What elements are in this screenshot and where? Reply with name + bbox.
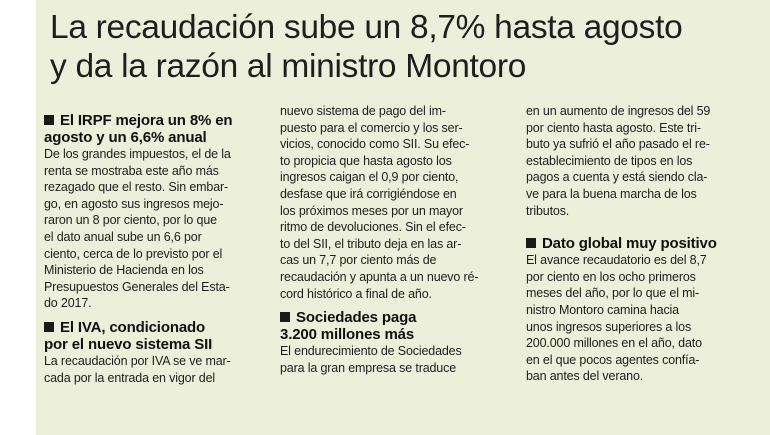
body-line: buto ya sufrió el año pasado el re- (526, 137, 710, 152)
body-line: en un aumento de ingresos del 59 (526, 104, 711, 118)
column-2 (280, 103, 505, 376)
body-line: La recaudación por IVA se ve mar- (44, 353, 231, 368)
body-line: puesto para el comercio y los ser- (280, 120, 463, 135)
headline-line: y da la razón al ministro Montoro (50, 48, 527, 85)
body-line: Presupuestos Generales del Esta- (44, 279, 230, 294)
body-line: en el que pocos agentes confía- (526, 352, 700, 367)
body-line: Ministerio de Hacienda en los (44, 263, 204, 278)
subheading-text: El IRPF mejora un 8% en (60, 112, 233, 129)
headline (50, 8, 762, 86)
body-line: El avance recaudatorio es del 8,7 (526, 253, 707, 268)
subheading-text: El IVA, condicionado (60, 318, 206, 336)
subheading-iva-line2: por el nuevo sistema SII (44, 335, 213, 353)
square-bullet-icon (526, 238, 536, 248)
body-line: nuevo sistema de pago del im- (280, 104, 446, 118)
body-line: El endurecimiento de Sociedades (280, 344, 462, 359)
body-line: to del SII, el tributo deja en las ar- (280, 236, 462, 251)
body-line: unos ingresos superiores a los (526, 319, 692, 334)
body-line: ritmo de devoluciones. Sin el efec- (280, 220, 466, 235)
body-line: tributos. (526, 203, 570, 218)
body-line: ingresos caigan el 0,9 por ciento, (280, 170, 459, 185)
body-line: nistro Montoro camina hacia (526, 302, 679, 317)
body-line: go, en agosto sus ingresos mejo- (44, 196, 224, 211)
subheading-text: Sociedades paga (296, 309, 417, 327)
body-line: rezagado que el resto. Sin embar- (44, 180, 229, 195)
subheading-irpf (44, 112, 269, 129)
body-line: los próximos meses por un mayor (280, 203, 463, 218)
body-line: recaudación y apunta a un nuevo ré- (280, 269, 479, 284)
body-line: ciento, cerca de lo previsto por el (44, 246, 223, 261)
body-line: cada por la entrada en vigor del (44, 370, 216, 385)
column-3 (526, 103, 751, 385)
body-line: para la gran empresa se traduce (280, 360, 457, 375)
subheading-sociedades (280, 309, 505, 326)
body-line: 200.000 millones en el año, dato (526, 336, 702, 351)
body-line: ve para la buena marcha de los (526, 186, 697, 201)
body-line: por ciento hasta agosto. Este tri- (526, 120, 701, 135)
square-bullet-icon (44, 115, 54, 125)
headline-line: La recaudación sube un 8,7% hasta agosto (50, 9, 683, 46)
body-line: desfase que irá corrigiéndose en (280, 186, 457, 201)
body-line: cord histórico a final de año. (280, 286, 432, 301)
column-1 (44, 112, 269, 386)
body-line: meses del año, por lo que el mi- (526, 286, 700, 301)
subheading-iva (44, 319, 269, 336)
square-bullet-icon (44, 322, 54, 332)
body-line: De los grandes impuestos, el de la (44, 147, 231, 161)
body-line: do 2017. (44, 296, 92, 311)
subheading-sociedades-line2: 3.200 millones más (280, 326, 415, 344)
subheading-irpf-line2: agosto y un 6,6% anual (44, 129, 207, 146)
body-line: raron un 8 por ciento, por lo que (44, 213, 217, 228)
body-line: establecimiento de tipos en los (526, 153, 693, 168)
subheading-dato-global (526, 235, 751, 252)
body-line: el dato anual sube un 6,6 por (44, 229, 202, 244)
body-line: ban antes del verano. (526, 369, 644, 384)
newspaper-clipping (36, 0, 770, 435)
body-line: cas un 7,7 por ciento más de (280, 253, 437, 268)
body-line: vicios, conocido como SII. Su efec- (280, 137, 470, 152)
body-line: renta se mostraba este año más (44, 163, 219, 178)
body-line: por ciento en los ocho primeros (526, 269, 696, 284)
subheading-text: Dato global muy positivo (542, 235, 717, 253)
square-bullet-icon (280, 312, 290, 322)
body-line: to propicia que hasta agosto los (280, 153, 452, 168)
body-line: pagos a cuenta y está siendo cla- (526, 170, 708, 185)
